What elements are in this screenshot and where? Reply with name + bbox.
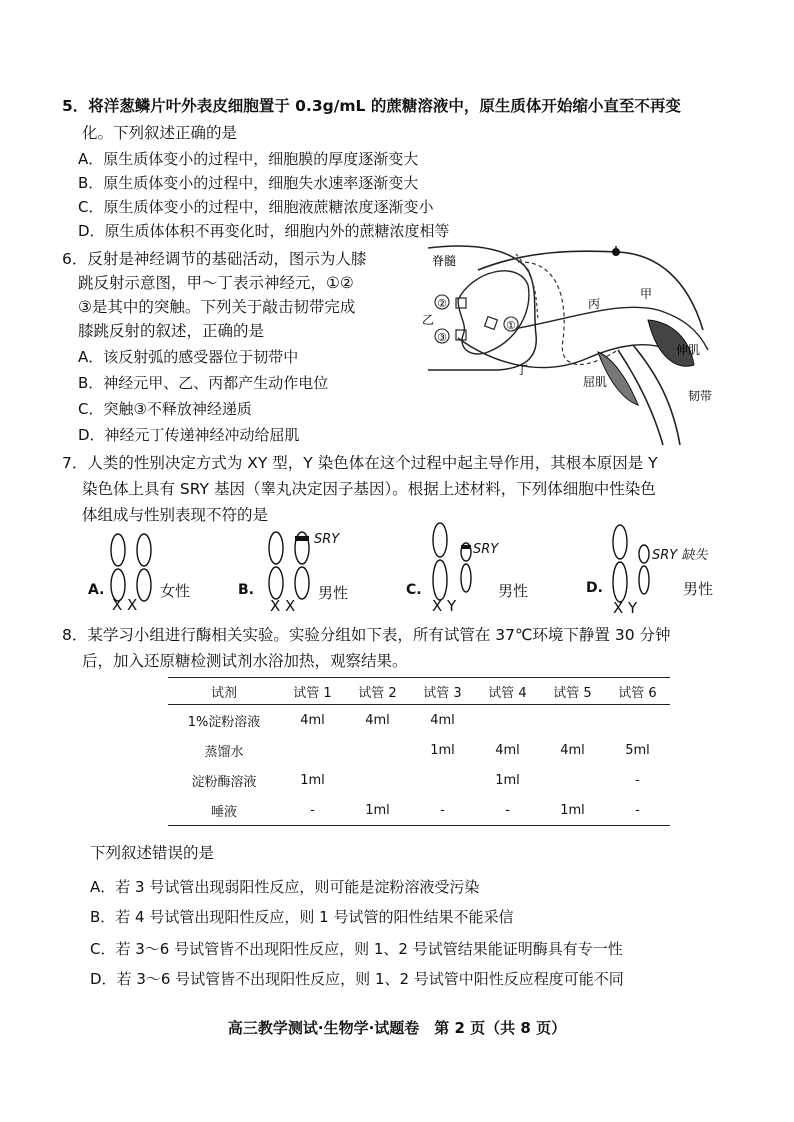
chromosome-pair-b [264,530,314,602]
table-header: 试管 4 [475,678,540,705]
q6-stem-line3: ③是其中的突触。下列关于敲击韧带完成 [78,298,356,316]
grey-matter [458,271,529,354]
q5-option-a: A．原生质体变小的过程中，细胞膜的厚度逐渐变大 [78,150,419,168]
q7-option-d-letter: D. [586,580,603,596]
table-cell: 1ml [430,742,455,758]
table-row [168,735,670,765]
chromosome-pair-d [608,524,658,604]
q7-option-c-sry: SRY [473,542,499,557]
synapse-1-box [485,317,498,330]
page-footer: 高三教学测试·生物学·试题卷 第 2 页（共 8 页） [227,1019,567,1037]
table-cell: - [635,772,640,788]
table-row [168,795,670,826]
table-cell [475,705,540,736]
table-cell: 4ml [495,742,520,758]
q5-option-d: D．原生质体体积不再变化时，细胞内外的蔗糖浓度相等 [78,222,450,240]
table-row [168,705,670,736]
table-cell: 淀粉酶溶液 [191,774,257,790]
q7-option-b-chroms: X X [270,597,296,615]
table-cell: 1ml [540,795,605,826]
q8-option-b: B．若 4 号试管出现阳性反应，则 1 号试管的阳性结果不能采信 [90,908,514,926]
q8-option-d: D．若 3～6 号试管皆不出现阳性反应，则 1、2 号试管中阳性反应程度可能不同 [90,970,624,988]
q7-option-d-chroms: X Y [613,599,638,617]
table-header: 试管 3 [410,678,475,705]
q8-option-c: C．若 3～6 号试管皆不出现阳性反应，则 1、2 号试管结果能证明酶具有专一性 [90,940,623,958]
label-s1: ① [506,319,516,332]
table-cell: - [605,795,670,826]
label-s2: ② [437,297,447,310]
q6-option-d: D．神经元丁传递神经冲动给屈肌 [78,426,300,444]
leg-bone [618,350,663,445]
table-cell [345,735,410,765]
table-cell [280,735,345,765]
knee-reflex-figure [418,240,738,450]
table-cell: - [280,795,345,826]
q7-option-b-sex: 男性 [318,584,349,602]
table-cell [540,765,605,795]
q7-option-d-sex: 男性 [683,580,714,598]
label-flexor: 屈肌 [583,375,608,389]
table-cell: 1ml [300,772,325,788]
neuron-ding [518,262,618,365]
table-row [168,765,670,795]
label-ding: 丁 [516,363,529,377]
table-cell [410,765,475,795]
q7-stem-line3: 体组成与性别表现不符的是 [82,506,269,524]
table-cell: 蒸馏水 [204,744,244,760]
table-header: 试管 6 [605,678,670,705]
table-header-row [168,678,670,705]
table-cell [605,705,670,736]
table-cell: 1ml [345,795,410,826]
table-cell: 5ml [625,742,650,758]
table-header: 试管 5 [540,678,605,705]
q5-option-c: C．原生质体变小的过程中，细胞液蔗糖浓度逐渐变小 [78,198,434,216]
q6-stem-line2: 跳反射示意图，甲～丁表示神经元，①② [78,274,354,292]
table-cell: 4ml [300,712,325,728]
label-spinal: 脊髓 [432,254,457,268]
table-cell: 1ml [495,772,520,788]
q5-stem-line2: 化。下列叙述正确的是 [82,124,238,142]
table-cell: 4ml [430,712,455,728]
chromosome-pair-a [106,533,156,603]
label-extensor: 伸肌 [676,343,701,357]
table-cell [540,705,605,736]
label-yi: 乙 [422,313,435,327]
experiment-table [168,677,670,826]
q7-option-b-letter: B. [238,582,254,598]
label-ligament: 韧带 [688,389,713,403]
q6-option-c: C．突触③不释放神经递质 [78,400,252,418]
table-cell: - [475,795,540,826]
table-cell [345,765,410,795]
label-s3: ③ [437,331,447,344]
q6-stem-line1: 6．反射是神经调节的基础活动，图示为人膝 [62,250,367,268]
table-header: 试管 1 [280,678,345,705]
chromosome-pair-c [428,522,478,602]
q7-option-c-sex: 男性 [498,582,529,600]
q7-option-b-sry: SRY [314,532,340,547]
q6-option-a: A．该反射弧的感受器位于韧带中 [78,348,299,366]
q7-option-c-chroms: X Y [432,597,457,615]
q5-stem-line1: 5．将洋葱鳞片叶外表皮细胞置于 0.3g/mL 的蔗糖溶液中，原生质体开始缩小直至不再变 [62,97,681,115]
q7-stem-line2: 染色体上具有 SRY 基因（睾丸决定因子基因）。根据上述材料，下列体细胞中性染色 [82,480,656,498]
label-jia: 甲 [640,287,653,301]
table-cell: 4ml [365,712,390,728]
q7-option-a-sex: 女性 [160,582,191,600]
table-cell: 唾液 [168,795,280,826]
q5-option-b: B．原生质体变小的过程中，细胞失水速率逐渐变大 [78,174,419,192]
q7-option-d-sry: SRY 缺失 [652,548,708,563]
q8-option-a: A．若 3 号试管出现弱阳性反应，则可能是淀粉溶液受污染 [90,878,480,896]
q7-stem-line1: 7．人类的性别决定方式为 XY 型，Y 染色体在这个过程中起主导作用，其根本原因是 Y [62,454,658,472]
q8-stem-line1: 8．某学习小组进行酶相关实验。实验分组如下表，所有试管在 37℃环境下静置 30 分钟 [62,626,671,644]
table-cell: 4ml [560,742,585,758]
table-cell: - [410,795,475,826]
q6-option-b: B．神经元甲、乙、丙都产生动作电位 [78,374,329,392]
q7-option-a-letter: A. [88,582,105,598]
table-header: 试管 2 [345,678,410,705]
label-bing: 丙 [588,297,601,311]
table-header: 试剂 [168,678,280,705]
q7-option-c-letter: C. [406,582,422,598]
q6-stem-line4: 膝跳反射的叙述，正确的是 [78,322,265,340]
q8-stem-line2: 后，加入还原糖检测试剂水浴加热，观察结果。 [82,652,408,670]
q8-question: 下列叙述错误的是 [90,844,215,862]
q7-option-a-chroms: X X [112,596,138,614]
table-cell: 1%淀粉溶液 [187,714,261,730]
